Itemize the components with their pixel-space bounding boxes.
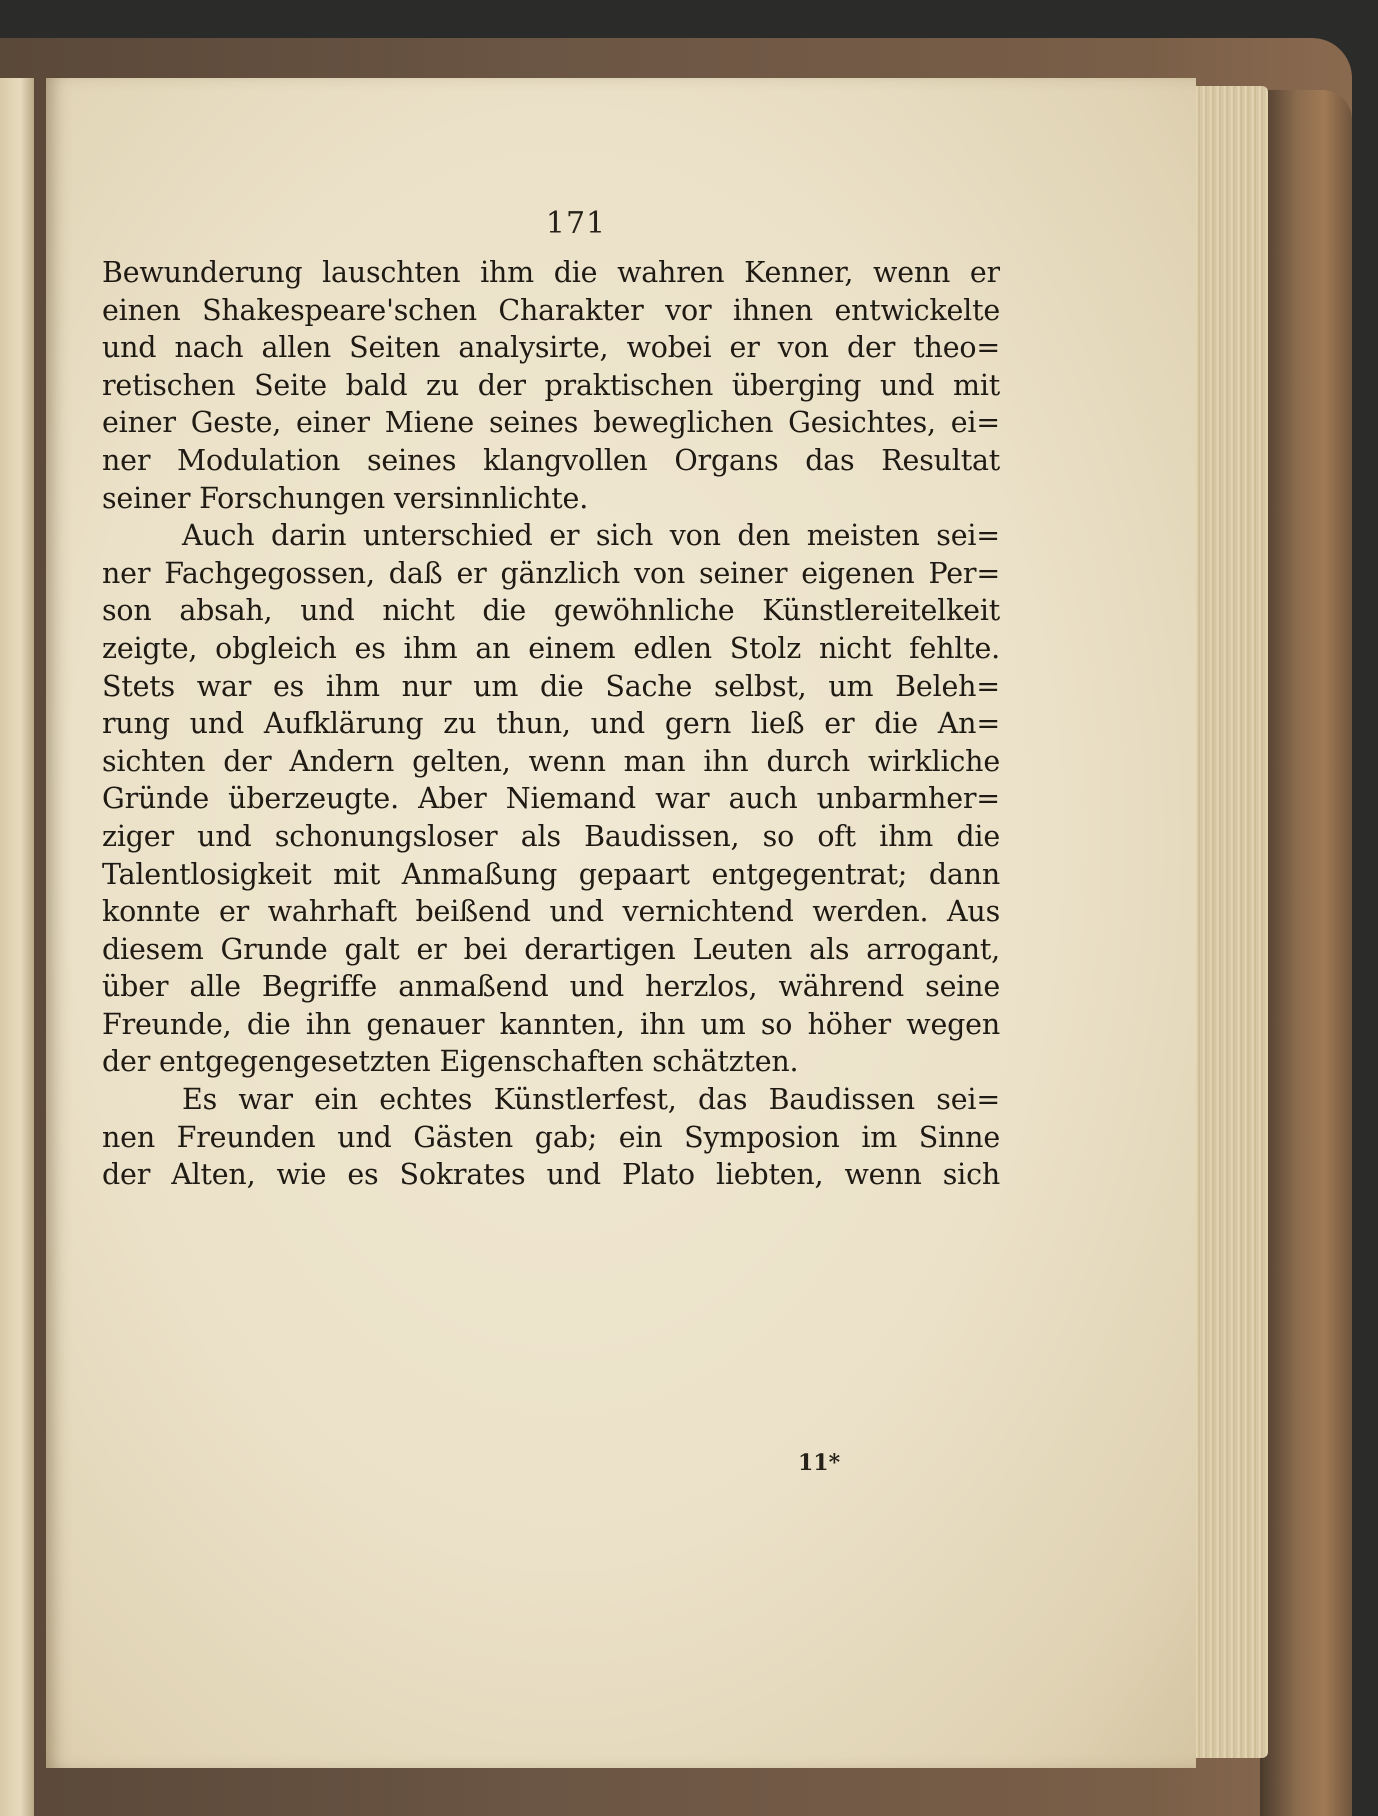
- text-line: Stets war es ihm nur um die Sache selbst, um Beleh=: [102, 669, 1000, 703]
- text-line: retischen Seite bald zu der praktischen überging und mit: [102, 368, 1000, 402]
- text-line: Gründe überzeugte. Aber Niemand war auch unbarmher=: [102, 782, 1000, 816]
- text-line: Auch darin unterschied er sich von den meisten sei=: [182, 519, 1000, 553]
- text-line: der entgegengesetzten Eigenschaften schätzten.: [102, 1045, 799, 1079]
- text-line: sichten der Andern gelten, wenn man ihn durch wirkliche: [102, 744, 1000, 778]
- text-line: ziger und schonungsloser als Baudissen, so oft ihm die: [102, 819, 1000, 853]
- text-line: diesem Grunde galt er bei derartigen Leuten als arrogant,: [102, 932, 1000, 966]
- page-number: 171: [545, 206, 607, 241]
- text-line: einen Shakespeare'schen Charakter vor ihnen entwickelte: [102, 293, 1000, 327]
- text-line: Es war ein echtes Künstlerfest, das Baudissen sei=: [182, 1083, 1000, 1117]
- left-page-edge: [0, 78, 34, 1816]
- text-line: ner Fachgegossen, daß er gänzlich von seiner eigenen Per=: [102, 556, 1000, 590]
- body-text: [102, 254, 1000, 1194]
- book-page: [46, 78, 1196, 1768]
- text-line: Freunde, die ihn genauer kannten, ihn um so höher wegen: [102, 1007, 1000, 1041]
- text-line: Talentlosigkeit mit Anmaßung gepaart entgegentrat; dann: [102, 857, 1000, 891]
- text-line: son absah, und nicht die gewöhnliche Künstlereitelkeit: [102, 594, 1000, 628]
- text-line: rung und Aufklärung zu thun, und gern ließ er die An=: [102, 707, 1000, 741]
- text-line: seiner Forschungen versinnlichte.: [102, 481, 589, 515]
- text-line: zeigte, obgleich es ihm an einem edlen Stolz nicht fehlte.: [102, 631, 1000, 665]
- text-line: einer Geste, einer Miene seines beweglichen Gesichtes, ei=: [102, 406, 1000, 440]
- signature-mark: 11*: [798, 1450, 841, 1476]
- text-line: nen Freunden und Gästen gab; ein Symposion im Sinne: [102, 1120, 1000, 1154]
- book-cover-edge: [1260, 90, 1352, 1816]
- text-line: und nach allen Seiten analysirte, wobei er von der theo=: [102, 331, 1000, 365]
- text-line: der Alten, wie es Sokrates und Plato liebten, wenn sich: [102, 1158, 1000, 1192]
- text-line: konnte er wahrhaft beißend und vernichtend werden. Aus: [102, 895, 1000, 929]
- text-line: Bewunderung lauschten ihm die wahren Kenner, wenn er: [102, 256, 1000, 289]
- text-line: ner Modulation seines klangvollen Organs das Resultat: [102, 443, 1000, 477]
- text-line: über alle Begriffe anmaßend und herzlos, während seine: [102, 970, 1000, 1004]
